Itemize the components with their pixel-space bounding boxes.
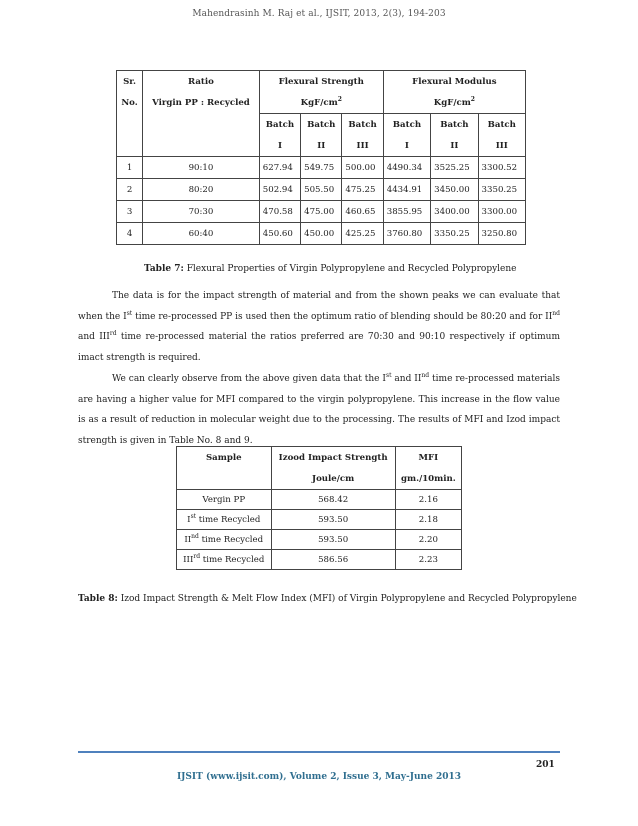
sample-cell [177,510,272,530]
table-row [117,179,526,201]
paragraph-text [78,369,560,451]
superscript: nd [552,309,560,317]
superscript: st [190,512,197,520]
sample-cell [177,550,272,570]
table-header-row [177,447,462,469]
paragraph-text [78,286,560,368]
table-cell: 90:10 [143,157,260,179]
table-cell: 593.50 [271,510,395,530]
table-7-caption [144,264,517,274]
batch-header [383,114,430,136]
table-cell: 80:20 [143,179,260,201]
text-run: time re-processed materials are having a higher value for MFI compared to the virgin polypropylene. This increase in the flow value is as a result of reduction in molecular weight due to the processing. The results of MFI and Izod impact strength is given in Table No. 8 and 9. [78,374,560,446]
superscript: rd [109,330,117,337]
table-header-row [117,135,526,157]
text-run: III [183,554,194,565]
batch-number: II [301,135,342,157]
table-cell: 3525.25 [431,157,478,179]
table-row [177,530,462,550]
table-cell: 2.16 [395,490,461,510]
mfi-unit: gm./10min. [395,468,461,490]
paragraph-mfi [78,369,560,451]
table-cell: 2 [117,179,143,201]
sample-header: Sample [177,447,272,469]
text-run: We can clearly observe from the above given data that the I [112,374,386,384]
header-text: Batch [348,119,377,130]
unit-superscript: 2 [337,95,342,103]
unit-superscript: 2 [470,95,475,103]
header-text: Virgin PP : Recycled [152,97,250,108]
table-cell: 627.94 [259,157,300,179]
batch-header [478,114,525,136]
table-cell: 3350.25 [431,223,478,245]
caption-label: Table 8: [78,594,118,604]
table-header-row [117,71,526,93]
empty-header-cell [117,135,143,157]
page-number: 201 [536,760,555,770]
table-cell: 3350.25 [478,179,525,201]
table-cell: 2.23 [395,550,461,570]
izod-mfi-table [176,446,462,570]
superscript: st [126,309,133,317]
izod-header: Izood Impact Strength [271,447,395,469]
table-cell: 3300.52 [478,157,525,179]
sample-cell [177,530,272,550]
table-cell: 3855.95 [383,201,430,223]
text-run: and II [391,374,422,384]
table-cell: 593.50 [271,530,395,550]
journal-footer: IJSIT (www.ijsit.com), Volume 2, Issue 3, May-June 2013 [176,772,462,782]
text-run: Vergin PP [202,494,246,505]
superscript: st [385,372,392,379]
text-run: time re-processed PP is used then the optimum ratio of blending should be 80:20 and for II [132,311,553,322]
table-cell: 2.20 [395,530,461,550]
sr-header [117,71,143,93]
table-row [177,510,462,530]
table-cell: 3760.80 [383,223,430,245]
header-text: Ratio [188,76,214,87]
sr-header-line2 [117,92,143,114]
izod-unit: Joule/cm [271,468,395,490]
paragraph-impact-strength [78,286,560,368]
table-cell: 460.65 [342,201,383,223]
table-cell: 70:30 [143,201,260,223]
caption-text: Flexural Properties of Virgin Polypropylene and Recycled Polypropylene [183,264,517,274]
flexural-strength-unit [259,92,383,114]
table-cell: 60:40 [143,223,260,245]
superscript: nd [191,532,199,540]
table-cell: 586.56 [271,550,395,570]
batch-header [431,114,478,136]
table-row [117,201,526,223]
header-text: Batch [265,119,295,130]
superscript: nd [421,372,430,379]
table-cell: 1 [117,157,143,179]
table-cell: 505.50 [301,179,342,201]
table-cell: 3 [117,201,143,223]
table-cell: 3300.00 [478,201,525,223]
table-8-caption [78,594,577,604]
empty-header-cell [143,114,260,136]
batch-number: III [342,135,383,157]
caption-label: Table 7: [144,264,184,274]
batch-number: I [383,135,430,157]
table-header-row [177,468,462,490]
batch-header [259,114,300,136]
table-cell: 475.00 [301,201,342,223]
table-cell: 3250.80 [478,223,525,245]
table-cell: 3400.00 [431,201,478,223]
table-cell: 549.75 [301,157,342,179]
text-run: II [184,534,192,545]
table-cell: 3450.00 [431,179,478,201]
empty-header-cell [117,114,143,136]
unit-text: KgF/cm [433,97,471,108]
table-cell: 475.25 [342,179,383,201]
ratio-header-line2 [143,92,260,114]
table-row [177,550,462,570]
text-run: time Recycled [198,534,264,545]
table-cell: 568.42 [271,490,395,510]
header-text: Batch [307,119,336,130]
text-run: and III [78,332,110,342]
caption-text: Izod Impact Strength & Melt Flow Index (MFI) of Virgin Polypropylene and Recycled Polypropylene [117,594,577,604]
header-text: Batch [487,119,516,130]
table-cell: 470.58 [259,201,300,223]
flexural-strength-header [259,71,383,93]
empty-header-cell [143,135,260,157]
table-cell: 4434.91 [383,179,430,201]
footer-rule [78,751,560,753]
table-cell: 4490.34 [383,157,430,179]
text-run: I [187,514,191,525]
table-cell: 4 [117,223,143,245]
text-run: time re-processed material the ratios preferred are 70:30 and 90:10 respectively if optimum imact strength is required. [78,332,560,363]
table-header-row [117,92,526,114]
table-cell: 2.18 [395,510,461,530]
table-row [117,157,526,179]
sample-cell [177,490,272,510]
header-text: Batch [440,119,469,130]
header-text: Batch [392,119,422,130]
mfi-header: MFI [395,447,461,469]
flexural-modulus-unit [383,92,525,114]
table-cell: 425.25 [342,223,383,245]
batch-number: II [431,135,478,157]
header-text: Flexural Strength [278,76,364,87]
text-run: time Recycled [200,554,265,565]
table-header-row [117,114,526,136]
table-cell: 500.00 [342,157,383,179]
table-row [117,223,526,245]
text-run: The data is for the impact strength of material and from the shown peaks we can evaluate that when the I [78,291,560,322]
batch-header [342,114,383,136]
batch-number: III [478,135,525,157]
table-cell: 502.94 [259,179,300,201]
batch-header [301,114,342,136]
superscript: rd [193,552,201,560]
text-run: time Recycled [196,514,261,525]
header-text: Sr. [123,76,137,87]
unit-text: KgF/cm [300,97,338,108]
table-row [177,490,462,510]
ratio-header [143,71,260,93]
running-header: Mahendrasinh M. Raj et al., IJSIT, 2013, 2(3), 194-203 [192,9,446,19]
table-cell: 450.60 [259,223,300,245]
empty-header-cell [177,468,272,490]
batch-number: I [259,135,300,157]
flexural-modulus-header [383,71,525,93]
table-cell: 450.00 [301,223,342,245]
flexural-properties-table [116,70,526,245]
header-text: No. [121,97,138,108]
header-text: Flexural Modulus [412,76,497,87]
